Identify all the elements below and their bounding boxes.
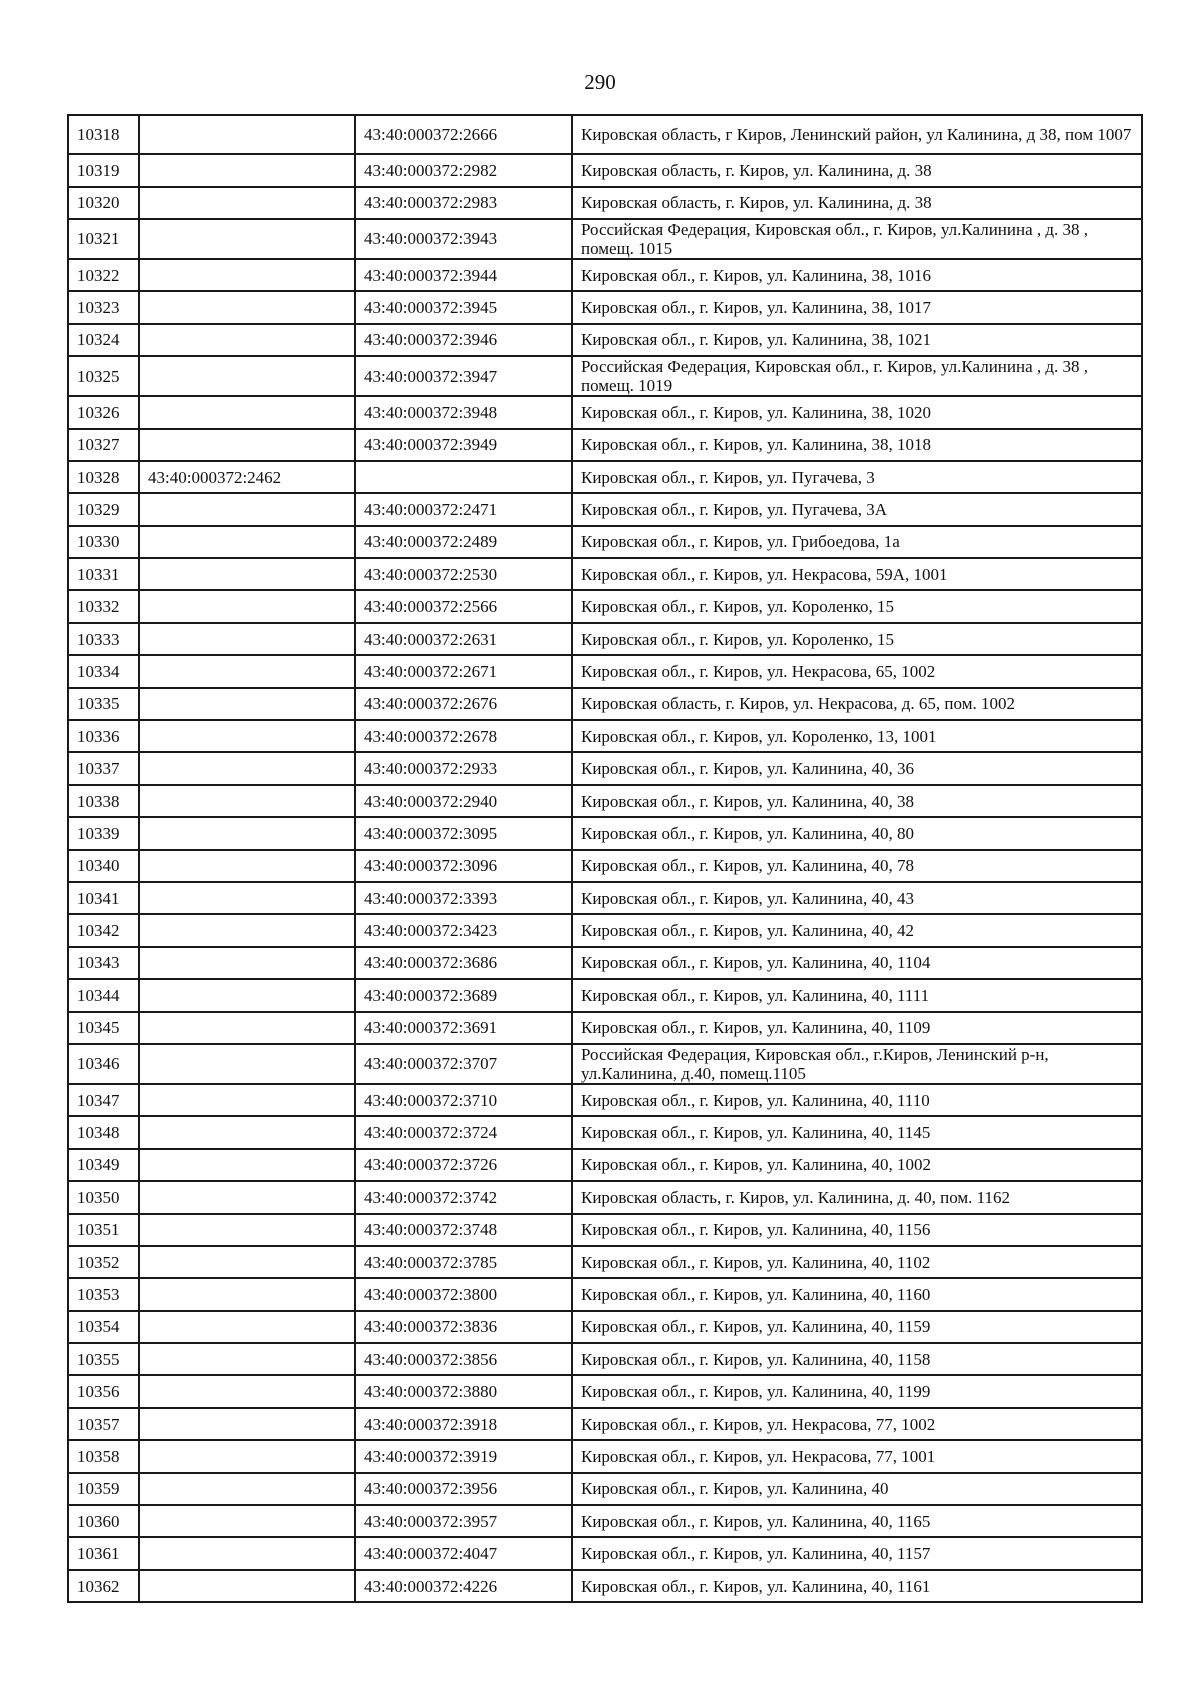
parent-cadastral-number-cell [139,914,355,946]
address-cell: Кировская обл., г. Киров, ул. Некрасова, 65, 1002 [572,655,1142,687]
address-cell: Кировская область, г. Киров, ул. Калинина, д. 40, пом. 1162 [572,1181,1142,1213]
parent-cadastral-number-cell [139,752,355,784]
row-number-cell: 10323 [68,291,139,323]
parent-cadastral-number-cell [139,720,355,752]
table-row [68,785,1142,817]
parent-cadastral-number-cell [139,115,355,154]
table-row [68,558,1142,590]
row-number-cell: 10328 [68,461,139,493]
table-row [68,720,1142,752]
parent-cadastral-number-cell [139,429,355,461]
row-number-cell: 10362 [68,1570,139,1602]
parent-cadastral-number-cell [139,259,355,291]
table-row [68,1408,1142,1440]
parent-cadastral-number-cell: 43:40:000372:2462 [139,461,355,493]
parent-cadastral-number-cell [139,291,355,323]
parent-cadastral-number-cell [139,688,355,720]
cadastral-number-cell: 43:40:000372:2530 [355,558,572,590]
cadastral-number-cell: 43:40:000372:2983 [355,187,572,219]
row-number-cell: 10351 [68,1214,139,1246]
table-row [68,154,1142,186]
cadastral-number-cell: 43:40:000372:2940 [355,785,572,817]
table-row [68,1116,1142,1148]
parent-cadastral-number-cell [139,1278,355,1310]
row-number-cell: 10334 [68,655,139,687]
address-cell: Кировская обл., г. Киров, ул. Калинина, 40, 1156 [572,1214,1142,1246]
table-row [68,914,1142,946]
address-cell: Кировская обл., г. Киров, ул. Калинина, 40, 1161 [572,1570,1142,1602]
table-row [68,752,1142,784]
table-row [68,1473,1142,1505]
row-number-cell: 10326 [68,396,139,428]
parent-cadastral-number-cell [139,1343,355,1375]
row-number-cell: 10327 [68,429,139,461]
cadastral-number-cell: 43:40:000372:3945 [355,291,572,323]
row-number-cell: 10333 [68,623,139,655]
cadastral-number-cell: 43:40:000372:3918 [355,1408,572,1440]
registry-table-body [68,115,1142,1602]
cadastral-number-cell: 43:40:000372:3919 [355,1440,572,1472]
parent-cadastral-number-cell [139,979,355,1011]
address-cell: Кировская обл., г. Киров, ул. Некрасова, 77, 1002 [572,1408,1142,1440]
cadastral-number-cell: 43:40:000372:3946 [355,324,572,356]
row-number-cell: 10331 [68,558,139,590]
cadastral-number-cell: 43:40:000372:3949 [355,429,572,461]
table-row [68,947,1142,979]
table-row [68,1246,1142,1278]
table-row [68,1570,1142,1602]
parent-cadastral-number-cell [139,1375,355,1407]
row-number-cell: 10342 [68,914,139,946]
address-cell: Кировская обл., г. Киров, ул. Калинина, 38, 1021 [572,324,1142,356]
address-cell: Кировская обл., г. Киров, ул. Калинина, 40, 42 [572,914,1142,946]
parent-cadastral-number-cell [139,1214,355,1246]
table-row [68,1311,1142,1343]
address-cell: Кировская обл., г. Киров, ул. Некрасова, 59А, 1001 [572,558,1142,590]
address-cell: Кировская область, г. Киров, ул. Калинина, д. 38 [572,154,1142,186]
address-cell: Кировская обл., г. Киров, ул. Калинина, 40, 80 [572,817,1142,849]
address-cell: Кировская обл., г. Киров, ул. Калинина, 40, 1110 [572,1084,1142,1116]
cadastral-number-cell: 43:40:000372:3393 [355,882,572,914]
parent-cadastral-number-cell [139,785,355,817]
cadastral-number-cell: 43:40:000372:2671 [355,655,572,687]
parent-cadastral-number-cell [139,154,355,186]
address-cell: Российская Федерация, Кировская обл., г. Киров, ул.Калинина , д. 38 , помещ. 1015 [572,219,1142,259]
row-number-cell: 10321 [68,219,139,259]
row-number-cell: 10330 [68,526,139,558]
cadastral-number-cell: 43:40:000372:2933 [355,752,572,784]
cadastral-number-cell: 43:40:000372:2678 [355,720,572,752]
address-cell: Кировская область, г. Киров, ул. Некрасова, д. 65, пом. 1002 [572,688,1142,720]
address-cell: Кировская обл., г. Киров, ул. Калинина, 38, 1020 [572,396,1142,428]
cadastral-number-cell: 43:40:000372:2982 [355,154,572,186]
table-row [68,1343,1142,1375]
row-number-cell: 10360 [68,1505,139,1537]
address-cell: Кировская обл., г. Киров, ул. Пугачева, 3А [572,493,1142,525]
cadastral-number-cell: 43:40:000372:3947 [355,356,572,396]
parent-cadastral-number-cell [139,882,355,914]
address-cell: Кировская обл., г. Киров, ул. Некрасова, 77, 1001 [572,1440,1142,1472]
parent-cadastral-number-cell [139,1246,355,1278]
row-number-cell: 10336 [68,720,139,752]
parent-cadastral-number-cell [139,526,355,558]
row-number-cell: 10353 [68,1278,139,1310]
parent-cadastral-number-cell [139,850,355,882]
address-cell: Кировская обл., г. Киров, ул. Калинина, 40, 1165 [572,1505,1142,1537]
table-row [68,1149,1142,1181]
parent-cadastral-number-cell [139,1084,355,1116]
table-row [68,882,1142,914]
row-number-cell: 10350 [68,1181,139,1213]
cadastral-number-cell: 43:40:000372:3423 [355,914,572,946]
cadastral-number-cell: 43:40:000372:4226 [355,1570,572,1602]
cadastral-number-cell [355,461,572,493]
parent-cadastral-number-cell [139,558,355,590]
cadastral-number-cell: 43:40:000372:3880 [355,1375,572,1407]
row-number-cell: 10322 [68,259,139,291]
cadastral-number-cell: 43:40:000372:3944 [355,259,572,291]
cadastral-number-cell: 43:40:000372:3800 [355,1278,572,1310]
table-row [68,219,1142,259]
cadastral-number-cell: 43:40:000372:2489 [355,526,572,558]
address-cell: Кировская обл., г. Киров, ул. Пугачева, 3 [572,461,1142,493]
row-number-cell: 10349 [68,1149,139,1181]
address-cell: Кировская обл., г. Киров, ул. Калинина, 40, 1159 [572,1311,1142,1343]
table-row [68,1537,1142,1569]
cadastral-number-cell: 43:40:000372:3686 [355,947,572,979]
address-cell: Кировская обл., г. Киров, ул. Калинина, 40, 38 [572,785,1142,817]
parent-cadastral-number-cell [139,187,355,219]
cadastral-number-cell: 43:40:000372:3948 [355,396,572,428]
row-number-cell: 10361 [68,1537,139,1569]
cadastral-number-cell: 43:40:000372:3943 [355,219,572,259]
address-cell: Кировская обл., г. Киров, ул. Калинина, 38, 1018 [572,429,1142,461]
table-row [68,1181,1142,1213]
address-cell: Российская Федерация, Кировская обл., г.Киров, Ленинский р-н, ул.Калинина, д.40, помещ.1105 [572,1044,1142,1084]
table-row [68,324,1142,356]
row-number-cell: 10329 [68,493,139,525]
parent-cadastral-number-cell [139,1044,355,1084]
table-row [68,461,1142,493]
address-cell: Кировская область, г Киров, Ленинский район, ул Калинина, д 38, пом 1007 [572,115,1142,154]
row-number-cell: 10318 [68,115,139,154]
row-number-cell: 10359 [68,1473,139,1505]
cadastral-number-cell: 43:40:000372:3710 [355,1084,572,1116]
parent-cadastral-number-cell [139,219,355,259]
parent-cadastral-number-cell [139,324,355,356]
parent-cadastral-number-cell [139,590,355,622]
row-number-cell: 10341 [68,882,139,914]
registry-table [67,114,1143,1603]
cadastral-number-cell: 43:40:000372:3724 [355,1116,572,1148]
address-cell: Кировская обл., г. Киров, ул. Калинина, 40, 1102 [572,1246,1142,1278]
cadastral-number-cell: 43:40:000372:3691 [355,1012,572,1044]
row-number-cell: 10352 [68,1246,139,1278]
table-row [68,623,1142,655]
table-row [68,1214,1142,1246]
address-cell: Кировская обл., г. Киров, ул. Калинина, 38, 1017 [572,291,1142,323]
address-cell: Кировская обл., г. Киров, ул. Калинина, 40, 1158 [572,1343,1142,1375]
cadastral-number-cell: 43:40:000372:3096 [355,850,572,882]
row-number-cell: 10332 [68,590,139,622]
page-number: 290 [584,70,616,94]
table-row [68,1505,1142,1537]
cadastral-number-cell: 43:40:000372:4047 [355,1537,572,1569]
row-number-cell: 10338 [68,785,139,817]
cadastral-number-cell: 43:40:000372:3856 [355,1343,572,1375]
parent-cadastral-number-cell [139,1311,355,1343]
table-row [68,688,1142,720]
row-number-cell: 10355 [68,1343,139,1375]
row-number-cell: 10356 [68,1375,139,1407]
row-number-cell: 10337 [68,752,139,784]
cadastral-number-cell: 43:40:000372:3836 [355,1311,572,1343]
address-cell: Кировская обл., г. Киров, ул. Калинина, 40 [572,1473,1142,1505]
address-cell: Кировская обл., г. Киров, ул. Калинина, 40, 78 [572,850,1142,882]
row-number-cell: 10344 [68,979,139,1011]
cadastral-number-cell: 43:40:000372:2666 [355,115,572,154]
address-cell: Кировская область, г. Киров, ул. Калинина, д. 38 [572,187,1142,219]
parent-cadastral-number-cell [139,1537,355,1569]
table-row [68,1044,1142,1084]
parent-cadastral-number-cell [139,493,355,525]
row-number-cell: 10335 [68,688,139,720]
parent-cadastral-number-cell [139,1473,355,1505]
row-number-cell: 10358 [68,1440,139,1472]
table-row [68,1375,1142,1407]
parent-cadastral-number-cell [139,623,355,655]
table-row [68,1012,1142,1044]
table-row [68,187,1142,219]
cadastral-number-cell: 43:40:000372:2631 [355,623,572,655]
address-cell: Кировская обл., г. Киров, ул. Калинина, 40, 1002 [572,1149,1142,1181]
parent-cadastral-number-cell [139,655,355,687]
row-number-cell: 10340 [68,850,139,882]
table-row [68,493,1142,525]
parent-cadastral-number-cell [139,1149,355,1181]
row-number-cell: 10339 [68,817,139,849]
cadastral-number-cell: 43:40:000372:2566 [355,590,572,622]
cadastral-number-cell: 43:40:000372:3742 [355,1181,572,1213]
table-row [68,1084,1142,1116]
parent-cadastral-number-cell [139,817,355,849]
parent-cadastral-number-cell [139,947,355,979]
cadastral-number-cell: 43:40:000372:3707 [355,1044,572,1084]
cadastral-number-cell: 43:40:000372:3748 [355,1214,572,1246]
address-cell: Кировская обл., г. Киров, ул. Калинина, 40, 43 [572,882,1142,914]
table-row [68,655,1142,687]
table-row [68,817,1142,849]
table-row [68,356,1142,396]
parent-cadastral-number-cell [139,1505,355,1537]
row-number-cell: 10324 [68,324,139,356]
table-row [68,590,1142,622]
address-cell: Кировская обл., г. Киров, ул. Короленко, 15 [572,623,1142,655]
cadastral-number-cell: 43:40:000372:3956 [355,1473,572,1505]
cadastral-number-cell: 43:40:000372:3689 [355,979,572,1011]
address-cell: Кировская обл., г. Киров, ул. Калинина, 40, 1109 [572,1012,1142,1044]
address-cell: Кировская обл., г. Киров, ул. Калинина, 40, 1111 [572,979,1142,1011]
parent-cadastral-number-cell [139,1012,355,1044]
cadastral-number-cell: 43:40:000372:2471 [355,493,572,525]
address-cell: Кировская обл., г. Киров, ул. Грибоедова, 1а [572,526,1142,558]
parent-cadastral-number-cell [139,1116,355,1148]
row-number-cell: 10357 [68,1408,139,1440]
address-cell: Кировская обл., г. Киров, ул. Калинина, 38, 1016 [572,259,1142,291]
address-cell: Кировская обл., г. Киров, ул. Короленко, 13, 1001 [572,720,1142,752]
address-cell: Кировская обл., г. Киров, ул. Калинина, 40, 1160 [572,1278,1142,1310]
parent-cadastral-number-cell [139,1570,355,1602]
row-number-cell: 10345 [68,1012,139,1044]
row-number-cell: 10347 [68,1084,139,1116]
row-number-cell: 10354 [68,1311,139,1343]
table-row [68,1440,1142,1472]
row-number-cell: 10348 [68,1116,139,1148]
parent-cadastral-number-cell [139,1181,355,1213]
parent-cadastral-number-cell [139,1440,355,1472]
cadastral-number-cell: 43:40:000372:2676 [355,688,572,720]
row-number-cell: 10319 [68,154,139,186]
address-cell: Российская Федерация, Кировская обл., г. Киров, ул.Калинина , д. 38 , помещ. 1019 [572,356,1142,396]
parent-cadastral-number-cell [139,1408,355,1440]
address-cell: Кировская обл., г. Киров, ул. Калинина, 40, 1145 [572,1116,1142,1148]
table-row [68,396,1142,428]
parent-cadastral-number-cell [139,356,355,396]
row-number-cell: 10343 [68,947,139,979]
row-number-cell: 10325 [68,356,139,396]
table-row [68,429,1142,461]
cadastral-number-cell: 43:40:000372:3726 [355,1149,572,1181]
table-row [68,850,1142,882]
table-row [68,291,1142,323]
row-number-cell: 10346 [68,1044,139,1084]
address-cell: Кировская обл., г. Киров, ул. Калинина, 40, 1157 [572,1537,1142,1569]
parent-cadastral-number-cell [139,396,355,428]
table-row [68,1278,1142,1310]
cadastral-number-cell: 43:40:000372:3785 [355,1246,572,1278]
cadastral-number-cell: 43:40:000372:3957 [355,1505,572,1537]
cadastral-number-cell: 43:40:000372:3095 [355,817,572,849]
table-row [68,526,1142,558]
row-number-cell: 10320 [68,187,139,219]
address-cell: Кировская обл., г. Киров, ул. Калинина, 40, 36 [572,752,1142,784]
address-cell: Кировская обл., г. Киров, ул. Калинина, 40, 1199 [572,1375,1142,1407]
table-row [68,259,1142,291]
table-row [68,115,1142,154]
address-cell: Кировская обл., г. Киров, ул. Короленко, 15 [572,590,1142,622]
table-row [68,979,1142,1011]
address-cell: Кировская обл., г. Киров, ул. Калинина, 40, 1104 [572,947,1142,979]
